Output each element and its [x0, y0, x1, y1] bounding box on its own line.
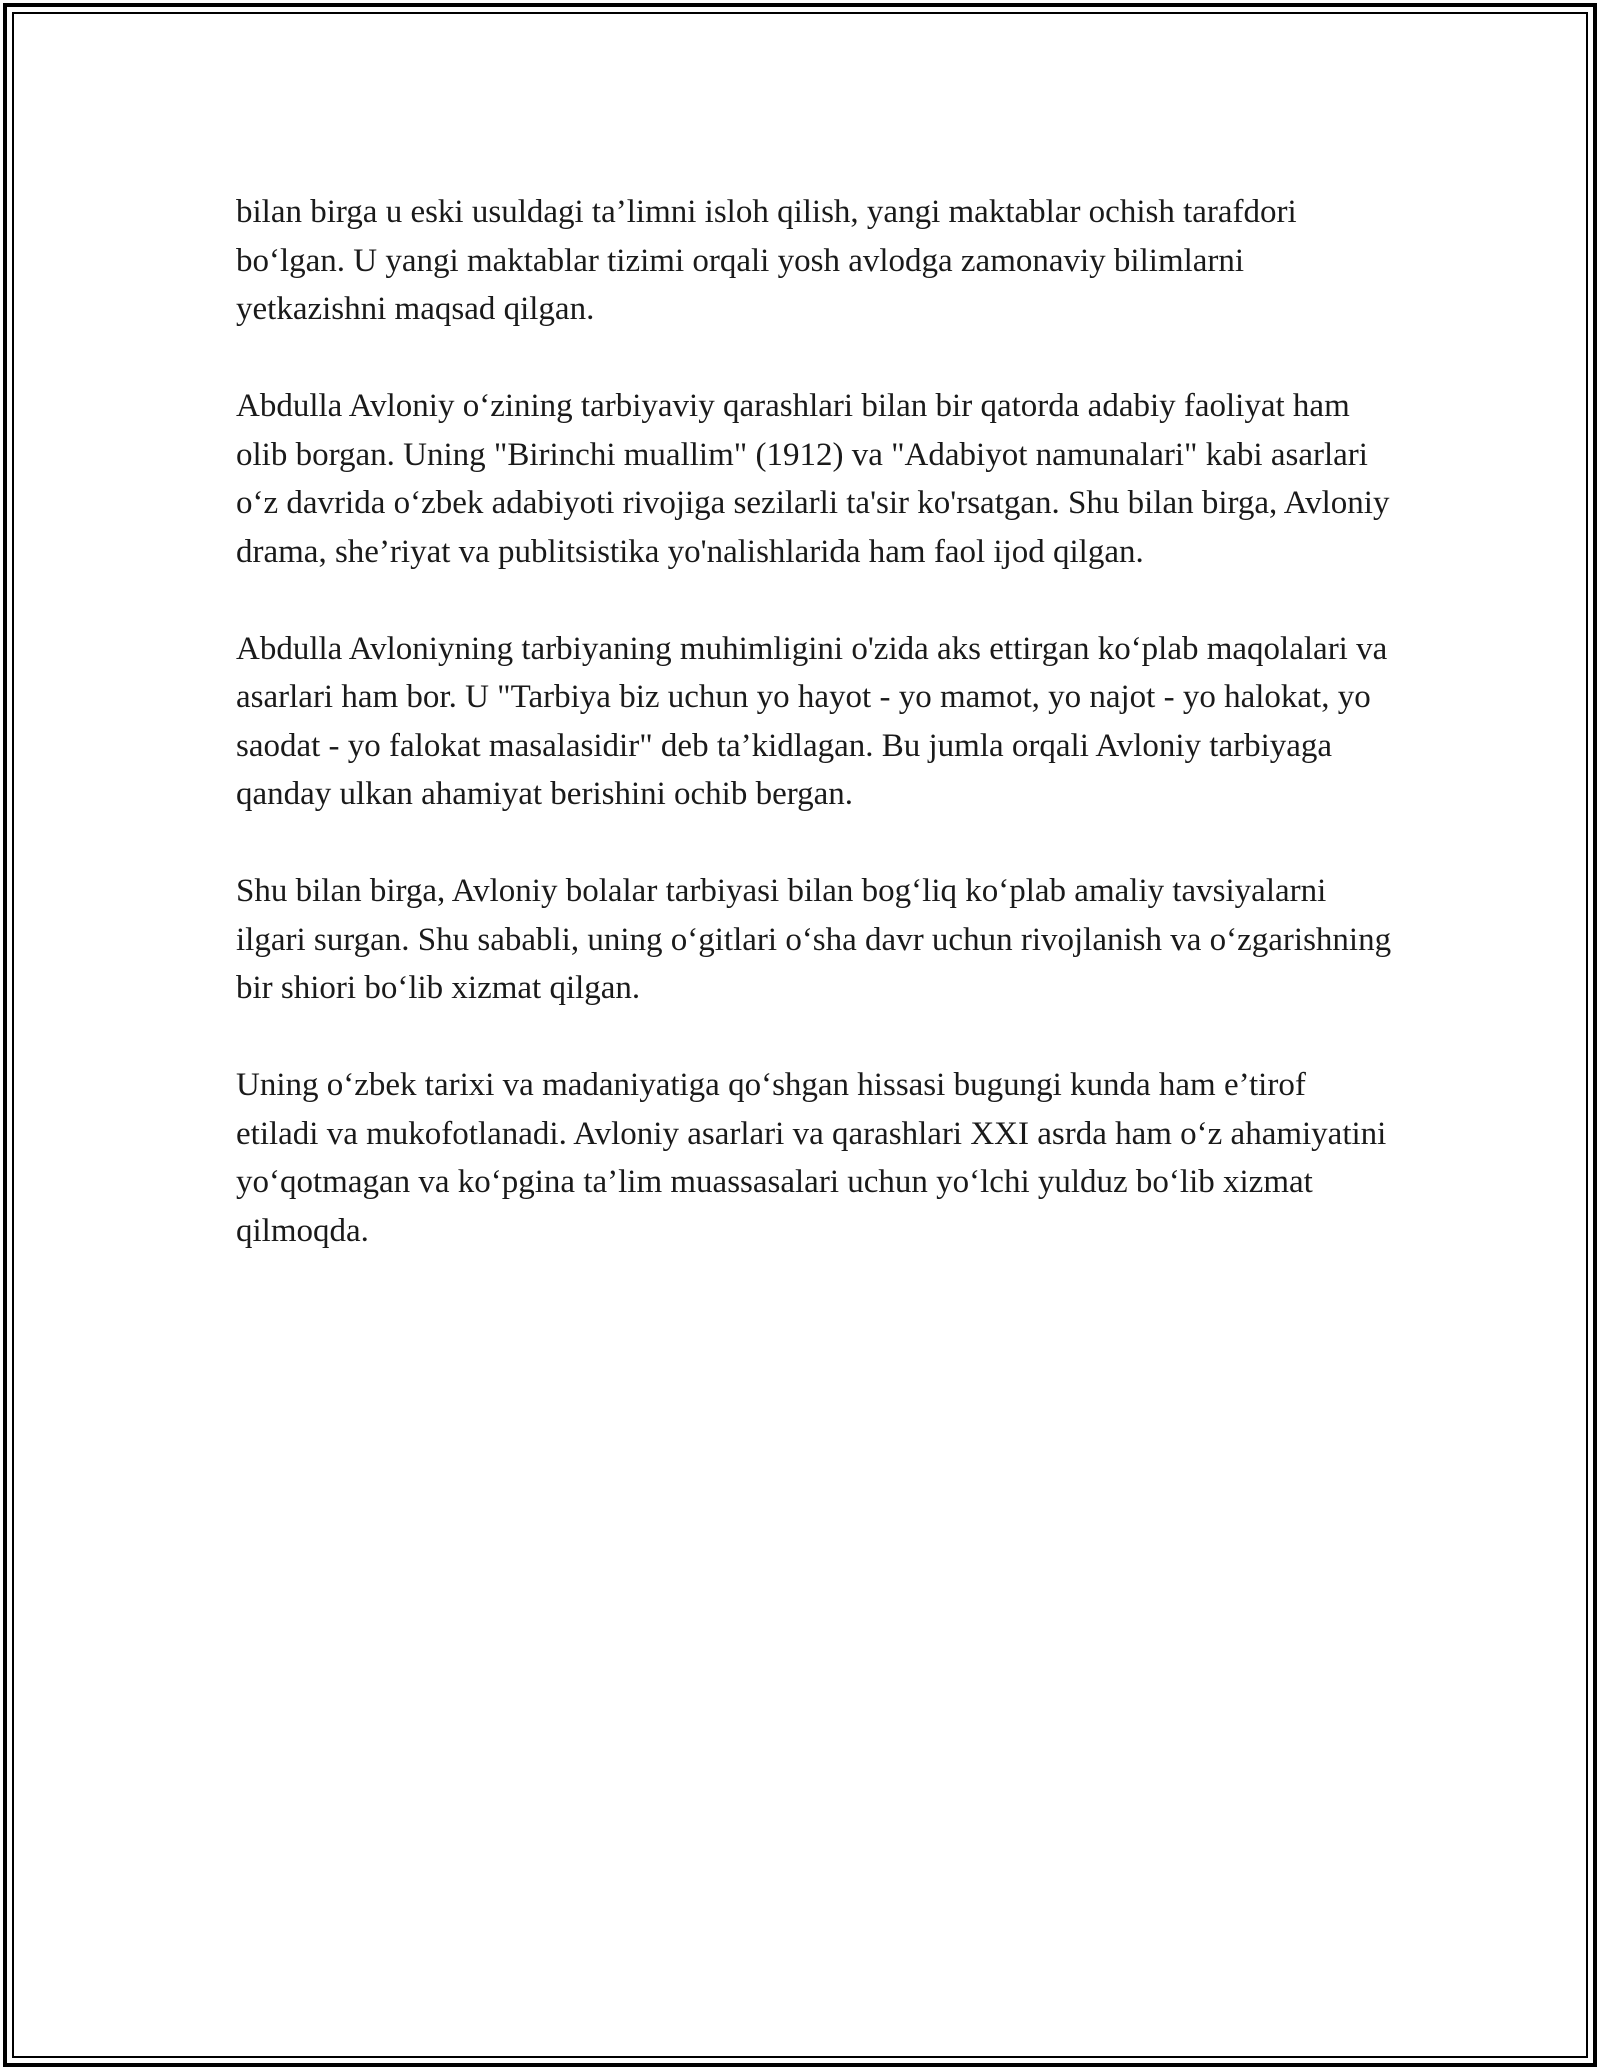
paragraph-1: bilan birga u eski usuldagi ta’limni isloh qilish, yangi maktablar ochish tarafdori bo‘lgan. U yangi maktablar tizimi orqali yosh avlodga zamonaviy bilimlarni yetkazishni maqsad qilgan.	[236, 194, 1297, 327]
document-body	[236, 188, 1396, 1304]
paragraph-4: Shu bilan birga, Avloniy bolalar tarbiyasi bilan bog‘liq ko‘plab amaliy tavsiyalarni ilgari surgan. Shu sababli, uning o‘gitlari o‘sha davr uchun rivojlanish va o‘zgarishning bir shiori bo‘lib xizmat qilgan.	[236, 873, 1392, 1006]
paragraph-5: Uning o‘zbek tarixi va madaniyatiga qo‘shgan hissasi bugungi kunda ham e’tirof etiladi va mukofotlanadi. Avloniy asarlari va qarashlari XXI asrda ham o‘z ahamiyatini yo‘qotmagan va ko‘pgina ta’lim muassasalari uchun yo‘lchi yulduz bo‘lib xizmat qilmoqda.	[236, 1067, 1387, 1249]
paragraph-3: Abdulla Avloniyning tarbiyaning muhimligini o'zida aks ettirgan ko‘plab maqolalari va asarlari ham bor. U "Tarbiya biz uchun yo hayot - yo mamot, yo najot - yo halokat, yo saodat - yo falokat masalasidir" deb ta’kidlagan. Bu jumla orqali Avloniy tarbiyaga qanday ulkan ahamiyat berishini ochib bergan.	[236, 630, 1388, 812]
paragraph-2: Abdulla Avloniy o‘zining tarbiyaviy qarashlari bilan bir qatorda adabiy faoliyat ham olib borgan. Uning "Birinchi muallim" (1912) va "Adabiyot namunalari" kabi asarlari o‘z davrida o‘zbek adabiyoti rivojiga sezilarli ta'sir ko'rsatgan. Shu bilan birga, Avloniy drama, she’riyat va publitsistika yo'nalishlarida ham faol ijod qilgan.	[236, 388, 1390, 570]
